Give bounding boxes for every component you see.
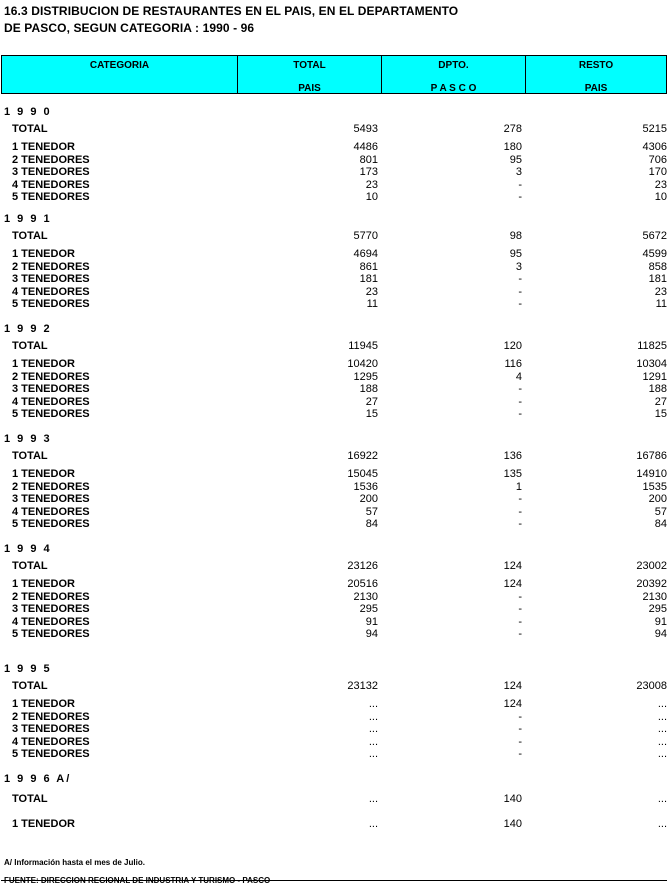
category-label: 1 TENEDOR [12, 248, 75, 260]
header-resto [526, 56, 666, 93]
category-label: 4 TENEDORES [12, 178, 90, 191]
category-label: 3 TENEDORES [12, 493, 90, 505]
category-label: 1 TENEDOR [12, 698, 75, 710]
table-row [0, 248, 670, 260]
resto-pais-value: 858 [648, 260, 667, 273]
category-label: 2 TENEDORES [12, 590, 90, 603]
year-label: 1 9 9 2 [4, 323, 52, 335]
total-pais-value: 94 [365, 628, 378, 640]
resto-pais-value: 57 [654, 505, 667, 518]
dpto-pasco-value: - [518, 191, 522, 203]
total-pais-value: 5770 [353, 230, 378, 242]
total-pais-value: 10420 [347, 358, 378, 370]
dpto-pasco-value: - [518, 518, 522, 530]
dpto-pasco-value: - [518, 273, 522, 285]
year-label: 1 9 9 6 A/ [4, 773, 72, 785]
category-label: 2 TENEDORES [12, 370, 90, 383]
total-pais-value: 295 [359, 603, 378, 615]
total-pais-value: 23132 [347, 680, 378, 692]
header-categoria [2, 56, 238, 93]
total-pais-value: 173 [359, 166, 378, 178]
total-pais-value: 23 [365, 285, 378, 298]
resto-pais-value: 14910 [636, 468, 667, 480]
year-heading [0, 773, 670, 785]
dpto-pasco-value: - [518, 735, 522, 748]
resto-pais-value: 1535 [642, 480, 667, 493]
resto-pais-value: ... [657, 735, 667, 748]
table-row [0, 603, 670, 615]
category-label: TOTAL [12, 560, 48, 572]
total-row [0, 680, 670, 692]
dpto-pasco-value: 135 [503, 468, 522, 480]
table-row [0, 273, 670, 285]
total-pais-value: 23126 [347, 560, 378, 572]
dpto-pasco-value: - [518, 395, 522, 408]
total-pais-value: ... [368, 723, 378, 735]
category-label: TOTAL [12, 680, 48, 692]
dpto-pasco-value: 1 [515, 480, 522, 493]
total-pais-value: 16922 [347, 450, 378, 462]
total-pais-value: 4694 [353, 248, 378, 260]
total-pais-value: 23 [365, 178, 378, 191]
total-row [0, 560, 670, 572]
category-label: 3 TENEDORES [12, 383, 90, 395]
year-label: 1 9 9 4 [4, 543, 52, 555]
category-label: TOTAL [12, 230, 48, 242]
table-title-line-1: 16.3 DISTRIBUCION DE RESTAURANTES EN EL PAIS, EN EL DEPARTAMENTO [4, 4, 459, 18]
resto-pais-value: 181 [648, 273, 667, 285]
table-row [0, 261, 670, 273]
dpto-pasco-value: - [518, 748, 522, 760]
table-row [0, 578, 670, 590]
total-pais-value: 2130 [353, 590, 378, 603]
resto-pais-value: 5672 [642, 230, 667, 242]
total-pais-value: 181 [359, 273, 378, 285]
resto-pais-value: 200 [648, 493, 667, 505]
resto-pais-value: 84 [654, 518, 667, 530]
table-row [0, 166, 670, 178]
dpto-pasco-value: 120 [503, 340, 522, 352]
resto-pais-value: 23008 [636, 680, 667, 692]
total-pais-value: 15045 [347, 468, 378, 480]
dpto-pasco-value: - [518, 383, 522, 395]
header-total [238, 56, 382, 93]
category-label: 3 TENEDORES [12, 603, 90, 615]
category-label: 2 TENEDORES [12, 153, 90, 166]
dpto-pasco-value: 4 [515, 370, 522, 383]
category-label: 1 TENEDOR [12, 578, 75, 590]
resto-pais-value: 10304 [636, 358, 667, 370]
category-label: 5 TENEDORES [12, 518, 90, 530]
resto-pais-value: 23 [654, 178, 667, 191]
year-label: 1 9 9 3 [4, 433, 52, 445]
category-label: 1 TENEDOR [12, 818, 75, 830]
dpto-pasco-value: 124 [503, 578, 522, 590]
table-row [0, 298, 670, 310]
resto-pais-value: 94 [654, 628, 667, 640]
total-pais-value: 10 [365, 191, 378, 203]
table-row [0, 468, 670, 480]
table-row [0, 179, 670, 191]
dpto-pasco-value: - [518, 628, 522, 640]
table-row [0, 286, 670, 298]
resto-pais-value: 11825 [637, 340, 667, 352]
resto-pais-value: 20392 [636, 578, 667, 590]
category-label: 5 TENEDORES [12, 628, 90, 640]
category-label: TOTAL [12, 450, 48, 462]
dpto-pasco-value: 140 [503, 793, 522, 805]
dpto-pasco-value: - [518, 603, 522, 615]
resto-pais-value: 5215 [642, 123, 667, 135]
dpto-pasco-value: 95 [509, 248, 522, 260]
resto-pais-value: ... [657, 748, 667, 760]
dpto-pasco-value: 3 [515, 166, 522, 178]
category-label: 3 TENEDORES [12, 723, 90, 735]
dpto-pasco-value: 140 [503, 818, 522, 830]
total-pais-value: ... [368, 748, 378, 760]
table-row [0, 481, 670, 493]
resto-pais-value: 706 [648, 153, 667, 166]
total-pais-value: 188 [359, 383, 378, 395]
category-label: 1 TENEDOR [12, 358, 75, 370]
header-dpto-label: DPTO. [438, 60, 469, 71]
total-pais-value: 11945 [348, 340, 378, 352]
year-heading [0, 663, 670, 675]
header-categoria-label: CATEGORIA [89, 60, 150, 71]
category-label: TOTAL [12, 793, 48, 805]
category-label: 4 TENEDORES [12, 285, 90, 298]
category-label: 2 TENEDORES [12, 260, 90, 273]
dpto-pasco-value: - [518, 723, 522, 735]
table-row [0, 371, 670, 383]
table-row [0, 616, 670, 628]
total-row [0, 230, 670, 242]
total-pais-value: 20516 [347, 578, 378, 590]
total-pais-value: 91 [365, 615, 378, 628]
dpto-pasco-value: 180 [503, 141, 522, 153]
table-row [0, 736, 670, 748]
year-label: 1 9 9 5 [4, 663, 52, 675]
table-header [1, 55, 667, 94]
table-row [0, 711, 670, 723]
table-row [0, 628, 670, 640]
total-row [0, 450, 670, 462]
total-pais-value: 57 [365, 505, 378, 518]
table-row [0, 518, 670, 530]
category-label: 1 TENEDOR [12, 141, 75, 153]
category-label: 4 TENEDORES [12, 615, 90, 628]
category-label: 4 TENEDORES [12, 395, 90, 408]
category-label: 5 TENEDORES [12, 191, 90, 203]
resto-pais-value: 91 [654, 615, 667, 628]
resto-pais-value: 15 [654, 408, 667, 420]
resto-pais-value: 4306 [642, 141, 667, 153]
resto-pais-value: 23002 [636, 560, 667, 572]
category-label: 2 TENEDORES [12, 480, 90, 493]
table-row [0, 591, 670, 603]
dpto-pasco-value: 124 [503, 560, 522, 572]
table-row [0, 191, 670, 203]
dpto-pasco-value: 95 [509, 153, 522, 166]
resto-pais-value: 10 [654, 191, 667, 203]
dpto-pasco-value: - [518, 615, 522, 628]
year-heading [0, 213, 670, 225]
total-pais-value: ... [368, 818, 378, 830]
dpto-pasco-value: 116 [504, 358, 522, 370]
total-pais-value: ... [368, 735, 378, 748]
total-pais-value: 200 [359, 493, 378, 505]
dpto-pasco-value: 124 [503, 680, 522, 692]
dpto-pasco-value: 124 [503, 698, 522, 710]
total-row [0, 793, 670, 805]
resto-pais-value: 4599 [642, 248, 667, 260]
table-row [0, 748, 670, 760]
resto-pais-value: 1291 [642, 370, 667, 383]
resto-pais-value: ... [657, 698, 667, 710]
resto-pais-value: ... [657, 793, 667, 805]
resto-pais-value: 295 [648, 603, 667, 615]
category-label: 5 TENEDORES [12, 298, 90, 310]
year-heading [0, 433, 670, 445]
header-resto-label: RESTO [578, 60, 614, 71]
source-note: FUENTE: DIRECCION REGIONAL DE INDUSTRIA Y TURISMO - PASCO [4, 876, 271, 885]
total-pais-value: 27 [365, 395, 378, 408]
footnote: A/ Información hasta el mes de Julio. [4, 858, 145, 867]
total-pais-value: 84 [365, 518, 378, 530]
resto-pais-value: 23 [654, 285, 667, 298]
dpto-pasco-value: - [518, 285, 522, 298]
total-pais-value: 801 [359, 153, 378, 166]
table-row [0, 493, 670, 505]
year-label: 1 9 9 0 [4, 106, 52, 118]
total-pais-value: 4486 [353, 141, 378, 153]
category-label: 1 TENEDOR [12, 468, 75, 480]
resto-pais-value: ... [657, 710, 667, 723]
year-heading [0, 323, 670, 335]
table-row [0, 408, 670, 420]
resto-pais-value: ... [657, 818, 667, 830]
dpto-pasco-value: 136 [503, 450, 522, 462]
table-row [0, 154, 670, 166]
category-label: TOTAL [12, 340, 48, 352]
dpto-pasco-value: 278 [503, 123, 522, 135]
year-label: 1 9 9 1 [4, 213, 52, 225]
table-row [0, 396, 670, 408]
table-row [0, 818, 670, 830]
table-row [0, 506, 670, 518]
header-total-label: TOTAL [293, 60, 326, 71]
resto-pais-value: 188 [648, 383, 667, 395]
dpto-pasco-value: - [518, 493, 522, 505]
header-dpto-sub: P A S C O [430, 83, 477, 94]
resto-pais-value: 2130 [642, 590, 667, 603]
total-pais-value: 5493 [353, 123, 378, 135]
category-label: 3 TENEDORES [12, 273, 90, 285]
dpto-pasco-value: - [518, 710, 522, 723]
total-row [0, 340, 670, 352]
dpto-pasco-value: - [518, 590, 522, 603]
dpto-pasco-value: - [518, 178, 522, 191]
year-heading [0, 106, 670, 118]
dpto-pasco-value: - [518, 505, 522, 518]
header-resto-sub: PAIS [584, 83, 608, 94]
table-row [0, 723, 670, 735]
total-pais-value: 1536 [353, 480, 378, 493]
header-dpto [382, 56, 526, 93]
category-label: 2 TENEDORES [12, 710, 90, 723]
resto-pais-value: 11 [655, 298, 667, 310]
category-label: TOTAL [12, 123, 48, 135]
year-heading [0, 543, 670, 555]
total-pais-value: 15 [365, 408, 378, 420]
table-row [0, 698, 670, 710]
total-row [0, 123, 670, 135]
total-pais-value: ... [368, 710, 378, 723]
resto-pais-value: 16786 [636, 450, 667, 462]
total-pais-value: 1295 [353, 370, 378, 383]
resto-pais-value: 27 [654, 395, 667, 408]
category-label: 4 TENEDORES [12, 735, 90, 748]
table-row [0, 141, 670, 153]
dpto-pasco-value: - [518, 298, 522, 310]
resto-pais-value: ... [657, 723, 667, 735]
total-pais-value: 11 [366, 298, 378, 310]
dpto-pasco-value: 98 [509, 230, 522, 242]
category-label: 5 TENEDORES [12, 748, 90, 760]
category-label: 3 TENEDORES [12, 166, 90, 178]
header-total-sub: PAIS [298, 83, 321, 94]
table-row [0, 383, 670, 395]
total-pais-value: ... [368, 698, 378, 710]
dpto-pasco-value: - [518, 408, 522, 420]
table-title-line-2: DE PASCO, SEGUN CATEGORIA : 1990 - 96 [4, 21, 255, 35]
category-label: 4 TENEDORES [12, 505, 90, 518]
table-row [0, 358, 670, 370]
resto-pais-value: 170 [648, 166, 667, 178]
total-pais-value: 861 [359, 260, 378, 273]
category-label: 5 TENEDORES [12, 408, 90, 420]
dpto-pasco-value: 3 [515, 260, 522, 273]
total-pais-value: ... [368, 793, 378, 805]
